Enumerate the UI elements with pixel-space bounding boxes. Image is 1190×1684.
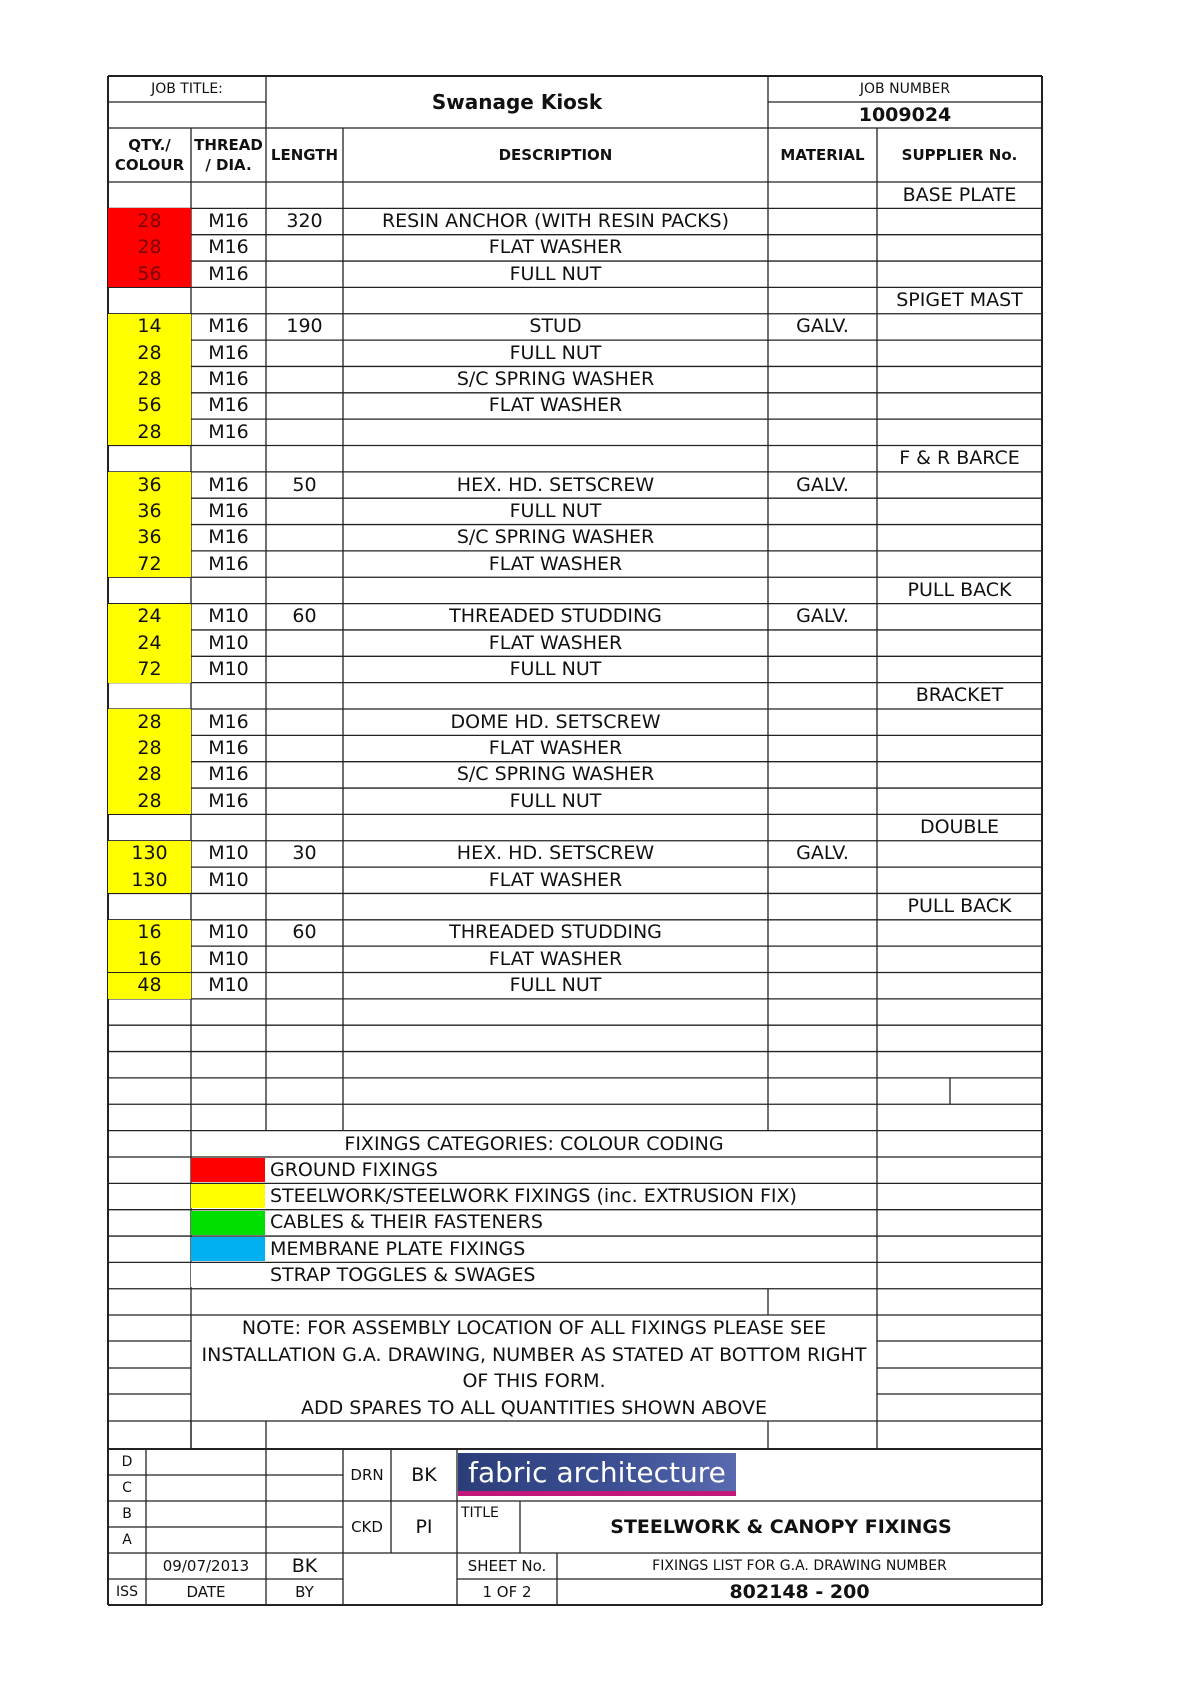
material-cell <box>768 1025 877 1051</box>
assembly-note <box>191 1315 877 1421</box>
material-cell <box>768 893 877 919</box>
qty-cell: 24 <box>108 630 191 656</box>
thread-cell: M16 <box>208 315 249 338</box>
description-cell: FULL NUT <box>509 341 602 364</box>
length-cell <box>266 182 343 208</box>
length-cell: 190 <box>286 315 323 338</box>
drawing-title: STEELWORK & CANOPY FIXINGS <box>610 1515 952 1538</box>
material-cell <box>768 525 877 551</box>
supplier-cell <box>877 366 1042 392</box>
legend-label: GROUND FIXINGS <box>270 1158 438 1181</box>
description-cell: S/C SPRING WASHER <box>456 526 655 549</box>
description-cell: FLAT WASHER <box>488 947 623 970</box>
note-line-2: INSTALLATION G.A. DRAWING, NUMBER AS STATED AT BOTTOM RIGHT <box>201 1343 867 1366</box>
material-cell <box>768 1052 877 1078</box>
supplier-cell <box>877 630 1042 656</box>
length-cell <box>266 393 343 419</box>
supplier-cell <box>877 551 1042 577</box>
length-cell <box>266 867 343 893</box>
description-cell <box>343 1025 768 1051</box>
thread-cell: M10 <box>208 657 249 680</box>
legend-label: CABLES & THEIR FASTENERS <box>270 1211 543 1234</box>
column-header-length: LENGTH <box>270 145 339 164</box>
length-cell <box>266 498 343 524</box>
thread-cell: M16 <box>208 526 249 549</box>
qty-cell: 56 <box>108 261 191 287</box>
description-cell <box>343 182 768 208</box>
thread-cell <box>191 287 266 313</box>
qty-cell: 72 <box>108 551 191 577</box>
length-cell <box>266 999 343 1025</box>
drn-label: DRN <box>350 1465 384 1484</box>
legend-swatch <box>191 1263 265 1287</box>
qty-cell: 28 <box>108 235 191 261</box>
iss-label: ISS <box>116 1584 138 1600</box>
thread-cell: M16 <box>208 368 249 391</box>
qty-cell: 130 <box>108 841 191 867</box>
revision-a: A <box>122 1532 132 1548</box>
length-cell <box>266 814 343 840</box>
thread-cell: M16 <box>208 236 249 259</box>
thread-cell: M16 <box>208 552 249 575</box>
description-cell <box>343 1104 768 1130</box>
thread-cell <box>191 893 266 919</box>
description-cell <box>343 446 768 472</box>
qty-cell: 36 <box>108 498 191 524</box>
supplier-cell <box>877 314 1042 340</box>
qty-cell: 16 <box>108 946 191 972</box>
legend-label: MEMBRANE PLATE FIXINGS <box>270 1237 526 1260</box>
description-cell <box>343 287 768 313</box>
legend-swatch <box>191 1237 265 1261</box>
material-cell <box>768 182 877 208</box>
length-cell <box>266 683 343 709</box>
description-cell: STUD <box>529 315 582 338</box>
length-cell: 60 <box>292 605 317 628</box>
by-label: BY <box>295 1582 314 1601</box>
material-cell <box>768 340 877 366</box>
material-cell <box>768 1078 877 1104</box>
material-cell <box>768 814 877 840</box>
column-header-material: MATERIAL <box>780 145 865 164</box>
description-cell <box>343 893 768 919</box>
length-cell <box>266 762 343 788</box>
material-cell: GALV. <box>796 315 849 338</box>
thread-cell: M10 <box>208 631 249 654</box>
job-number-value: 1009024 <box>858 103 952 126</box>
qty-cell <box>108 814 191 840</box>
description-cell <box>343 1078 768 1104</box>
legend-swatch <box>191 1211 265 1235</box>
thread-cell: M10 <box>208 921 249 944</box>
revision-d: D <box>121 1454 133 1470</box>
material-cell <box>768 683 877 709</box>
legend-swatch <box>191 1158 265 1182</box>
supplier-cell: PULL BACK <box>907 895 1012 918</box>
supplier-cell <box>877 709 1042 735</box>
material-cell <box>768 287 877 313</box>
thread-cell: M16 <box>208 394 249 417</box>
description-cell <box>343 683 768 709</box>
qty-cell <box>108 182 191 208</box>
qty-cell: 28 <box>108 366 191 392</box>
description-cell: FLAT WASHER <box>488 394 623 417</box>
material-cell <box>768 577 877 603</box>
supplier-cell <box>877 920 1042 946</box>
qty-cell: 36 <box>108 472 191 498</box>
legend-label: STRAP TOGGLES & SWAGES <box>270 1264 536 1287</box>
length-cell <box>266 788 343 814</box>
revision-b: B <box>122 1506 132 1522</box>
material-cell <box>768 788 877 814</box>
thread-cell: M10 <box>208 868 249 891</box>
legend-swatch <box>191 1184 265 1208</box>
material-cell <box>768 946 877 972</box>
qty-cell: 56 <box>108 393 191 419</box>
supplier-cell <box>877 946 1042 972</box>
material-cell: GALV. <box>796 605 849 628</box>
material-cell <box>768 1104 877 1130</box>
supplier-cell: BRACKET <box>915 684 1004 707</box>
material-cell <box>768 551 877 577</box>
thread-cell: M16 <box>208 420 249 443</box>
company-logo: fabric architecture <box>458 1453 736 1496</box>
supplier-cell <box>877 525 1042 551</box>
description-cell: FLAT WASHER <box>488 737 623 760</box>
length-cell: 320 <box>286 210 323 233</box>
length-cell <box>266 1104 343 1130</box>
length-cell <box>266 709 343 735</box>
supplier-cell <box>877 762 1042 788</box>
thread-cell: M10 <box>208 605 249 628</box>
legend-label: STEELWORK/STEELWORK FIXINGS (inc. EXTRUSION FIX) <box>270 1185 797 1208</box>
supplier-cell <box>877 604 1042 630</box>
description-cell: FLAT WASHER <box>488 631 623 654</box>
thread-cell <box>191 1078 266 1104</box>
thread-cell <box>191 577 266 603</box>
fixings-list-label: FIXINGS LIST FOR G.A. DRAWING NUMBER <box>652 1558 947 1574</box>
material-cell <box>768 709 877 735</box>
material-cell: GALV. <box>796 473 849 496</box>
material-cell <box>768 999 877 1025</box>
qty-cell: 72 <box>108 656 191 682</box>
thread-cell: M10 <box>208 974 249 997</box>
length-cell <box>266 340 343 366</box>
ckd-label: CKD <box>351 1517 383 1536</box>
qty-cell: 14 <box>108 314 191 340</box>
qty-cell: 28 <box>108 709 191 735</box>
length-cell <box>266 446 343 472</box>
material-cell <box>768 920 877 946</box>
job-number-label: JOB NUMBER <box>859 81 951 97</box>
qty-cell <box>108 893 191 919</box>
length-cell <box>266 287 343 313</box>
material-cell <box>768 235 877 261</box>
description-cell: THREADED STUDDING <box>449 605 662 628</box>
qty-cell <box>108 1104 191 1130</box>
thread-cell <box>191 182 266 208</box>
thread-cell: M10 <box>208 842 249 865</box>
description-cell: RESIN ANCHOR (WITH RESIN PACKS) <box>381 210 730 233</box>
material-cell <box>768 630 877 656</box>
qty-cell: 36 <box>108 525 191 551</box>
qty-cell <box>108 287 191 313</box>
qty-cell: 16 <box>108 920 191 946</box>
material-cell <box>768 656 877 682</box>
length-cell <box>266 735 343 761</box>
date-label: DATE <box>186 1582 226 1601</box>
thread-cell: M16 <box>208 262 249 285</box>
qty-cell: 28 <box>108 735 191 761</box>
qty-cell <box>108 1052 191 1078</box>
thread-cell: M16 <box>208 763 249 786</box>
description-cell <box>343 999 768 1025</box>
supplier-cell: PULL BACK <box>907 578 1012 601</box>
material-cell <box>768 498 877 524</box>
length-cell <box>266 261 343 287</box>
supplier-cell <box>877 419 1042 445</box>
supplier-cell <box>877 656 1042 682</box>
thread-cell: M16 <box>208 710 249 733</box>
qty-cell: 28 <box>108 788 191 814</box>
material-cell <box>768 446 877 472</box>
length-cell <box>266 1052 343 1078</box>
thread-cell <box>191 1025 266 1051</box>
material-cell <box>768 261 877 287</box>
note-line-1: NOTE: FOR ASSEMBLY LOCATION OF ALL FIXINGS PLEASE SEE <box>241 1317 827 1339</box>
supplier-cell <box>877 208 1042 234</box>
supplier-cell <box>877 261 1042 287</box>
thread-cell: M16 <box>208 473 249 496</box>
length-cell: 50 <box>292 473 317 496</box>
material-cell <box>768 762 877 788</box>
qty-cell <box>108 683 191 709</box>
supplier-cell <box>877 735 1042 761</box>
description-cell: THREADED STUDDING <box>449 921 662 944</box>
length-cell <box>266 973 343 999</box>
description-cell <box>343 577 768 603</box>
description-cell <box>343 419 768 445</box>
supplier-cell <box>877 393 1042 419</box>
ckd-value: PI <box>415 1515 433 1538</box>
description-cell: S/C SPRING WASHER <box>456 763 655 786</box>
description-cell: FULL NUT <box>509 262 602 285</box>
thread-cell <box>191 446 266 472</box>
job-title-value: Swanage Kiosk <box>431 90 603 114</box>
thread-cell: M16 <box>208 341 249 364</box>
qty-cell: 28 <box>108 762 191 788</box>
issue-date: 09/07/2013 <box>162 1556 250 1575</box>
qty-cell <box>108 446 191 472</box>
supplier-cell <box>877 841 1042 867</box>
qty-cell <box>108 1025 191 1051</box>
length-cell <box>266 577 343 603</box>
supplier-cell <box>877 867 1042 893</box>
supplier-cell: BASE PLATE <box>902 183 1017 206</box>
length-cell <box>266 366 343 392</box>
column-header-qty: QTY./ COLOUR <box>114 135 185 174</box>
column-header-thread: THREAD / DIA. <box>194 135 263 174</box>
material-cell <box>768 366 877 392</box>
supplier-cell: SPIGET MAST <box>896 289 1023 312</box>
description-cell: FULL NUT <box>509 657 602 680</box>
length-cell <box>266 656 343 682</box>
supplier-cell <box>877 340 1042 366</box>
material-cell <box>768 393 877 419</box>
thread-cell <box>191 683 266 709</box>
description-cell: FLAT WASHER <box>488 552 623 575</box>
supplier-cell <box>877 1104 1042 1130</box>
length-cell <box>266 235 343 261</box>
qty-cell: 130 <box>108 867 191 893</box>
supplier-cell <box>877 498 1042 524</box>
thread-cell <box>191 1104 266 1130</box>
supplier-cell <box>877 788 1042 814</box>
thread-cell <box>191 1052 266 1078</box>
job-title-label: JOB TITLE: <box>151 80 223 97</box>
supplier-cell <box>877 235 1042 261</box>
description-cell: FULL NUT <box>509 499 602 522</box>
length-cell: 60 <box>292 921 317 944</box>
description-cell <box>343 1052 768 1078</box>
supplier-cell <box>877 973 1042 999</box>
description-cell: FLAT WASHER <box>488 236 623 259</box>
column-header-description: DESCRIPTION <box>498 145 613 164</box>
thread-cell <box>191 814 266 840</box>
description-cell: HEX. HD. SETSCREW <box>456 473 655 496</box>
length-cell <box>266 946 343 972</box>
length-cell <box>266 419 343 445</box>
revision-c: C <box>122 1480 132 1496</box>
column-header-supplier: SUPPLIER No. <box>901 145 1018 164</box>
material-cell <box>768 208 877 234</box>
thread-cell: M16 <box>208 789 249 812</box>
supplier-cell <box>877 472 1042 498</box>
supplier-cell <box>877 999 1042 1025</box>
qty-cell: 28 <box>108 419 191 445</box>
material-cell <box>768 973 877 999</box>
drawing-number: 802148 - 200 <box>729 1580 870 1603</box>
material-cell <box>768 867 877 893</box>
thread-cell <box>191 999 266 1025</box>
length-cell <box>266 551 343 577</box>
qty-cell: 28 <box>108 208 191 234</box>
description-cell: HEX. HD. SETSCREW <box>456 842 655 865</box>
material-cell <box>768 735 877 761</box>
note-line-4: ADD SPARES TO ALL QUANTITIES SHOWN ABOVE <box>301 1396 767 1419</box>
description-cell: FLAT WASHER <box>488 868 623 891</box>
qty-cell: 28 <box>108 340 191 366</box>
supplier-cell: DOUBLE <box>919 816 1000 839</box>
supplier-cell: F & R BARCE <box>899 447 1020 470</box>
description-cell: FULL NUT <box>509 974 602 997</box>
thread-cell: M10 <box>208 947 249 970</box>
qty-cell <box>108 577 191 603</box>
thread-cell: M16 <box>208 737 249 760</box>
description-cell: DOME HD. SETSCREW <box>450 710 661 733</box>
sheet-number-label: SHEET No. <box>467 1556 547 1575</box>
description-cell: FULL NUT <box>509 789 602 812</box>
issue-by: BK <box>291 1554 318 1577</box>
length-cell <box>266 893 343 919</box>
length-cell: 30 <box>292 842 317 865</box>
length-cell <box>266 525 343 551</box>
title-label: TITLE <box>461 1505 499 1521</box>
qty-cell: 24 <box>108 604 191 630</box>
length-cell <box>266 1078 343 1104</box>
supplier-cell <box>877 1025 1042 1051</box>
note-line-3: OF THIS FORM. <box>462 1370 606 1392</box>
qty-cell: 48 <box>108 973 191 999</box>
qty-cell <box>108 999 191 1025</box>
length-cell <box>266 630 343 656</box>
description-cell: S/C SPRING WASHER <box>456 368 655 391</box>
supplier-cell <box>877 1052 1042 1078</box>
drn-value: BK <box>411 1463 437 1486</box>
thread-cell: M16 <box>208 210 249 233</box>
sheet-number-value: 1 OF 2 <box>482 1582 532 1601</box>
legend-title: FIXINGS CATEGORIES: COLOUR CODING <box>344 1132 724 1155</box>
length-cell <box>266 1025 343 1051</box>
description-cell <box>343 814 768 840</box>
material-cell <box>768 419 877 445</box>
supplier-cell <box>877 1078 1042 1104</box>
qty-cell <box>108 1078 191 1104</box>
material-cell: GALV. <box>796 842 849 865</box>
thread-cell: M16 <box>208 499 249 522</box>
